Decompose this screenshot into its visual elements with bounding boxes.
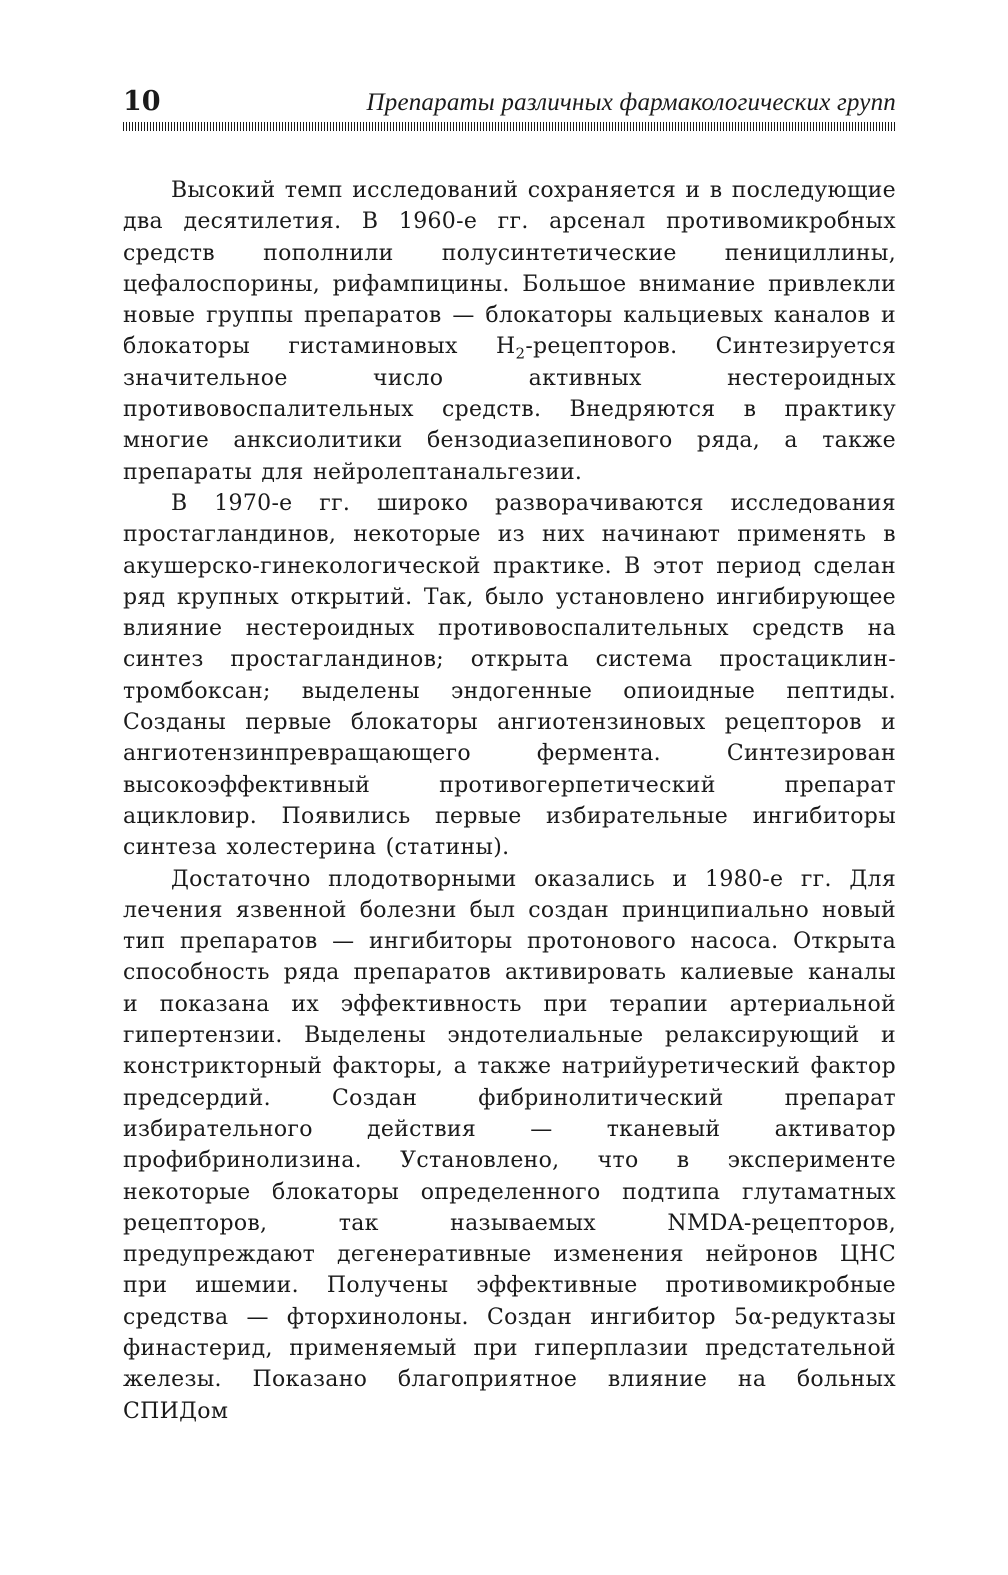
h2-subscript: 2 xyxy=(515,344,526,363)
paragraph-3: Достаточно плодотворными оказались и 1980-е гг. Для лечения язвенной болезни был создан принципиально новый тип препаратов — ингибиторы протонового насоса. Открыта способность ряда препаратов активировать калиевые каналы и показана их эффективность при терапии артериальной гипертензии. Выделены эндотелиальные релаксирующий и констрикторный факторы, а также натрийуретический фактор предсердий. Создан фибринолитический препарат избирательного действия — тканевый активатор профибринолизина. Установлено, что в эксперименте некоторые блокаторы определенного подтипа глутаматных рецепторов, так называемых NMDA-рецепторов, предупреждают дегенеративные изменения нейронов ЦНС при ишемии. Получены эффективные противомикробные средства — фторхинолоны. Создан ингибитор 5α-редуктазы финастерид, применяемый при гиперплазии предстательной железы. Показано благоприятное влияние на больных СПИДом xyxy=(123,866,896,1424)
running-title: Препараты различных фармакологических групп xyxy=(366,89,896,116)
page-number: 10 xyxy=(123,86,161,117)
header-rule xyxy=(123,122,896,131)
paragraph-1-text-a: Высокий темп исследований сохраняется и в последующие два десятилетия. В 1960-е гг. арсенал противомикробных средств пополнили полусинтетические пенициллины, цефалоспорины, рифампицины. Большое внимание привлекли новые группы препаратов — блокаторы кальциевых каналов и блокаторы гистаминовых H xyxy=(123,178,896,360)
paragraph-1-text-b: -рецепторов. Синтезируется значительное число активных нестероидных противовоспалительных средств. Внедряются в практику многие анксиолитики бензодиазепинового ряда, а также препараты для нейролептанальгезии. xyxy=(123,334,897,485)
running-header xyxy=(123,82,896,122)
body-text xyxy=(123,175,896,1427)
book-page xyxy=(123,82,896,1427)
paragraph-2: В 1970-е гг. широко разворачиваются исследования простагландинов, некоторые из них начинают применять в акушерско-гинекологической практике. В этот период сделан ряд крупных открытий. Так, было установлено ингибирующее влияние нестероидных противовоспалительных средств на синтез простагландинов; открыта система простациклин-тромбоксан; выделены эндогенные опиоидные пептиды. Созданы первые блокаторы ангиотензиновых рецепторов и ангиотензинпревращающего фермента. Синтезирован высокоэффективный противогерпетический препарат ацикловир. Появились первые избирательные ингибиторы синтеза холестерина (статины). xyxy=(123,490,896,861)
paragraph-1 xyxy=(123,175,896,488)
